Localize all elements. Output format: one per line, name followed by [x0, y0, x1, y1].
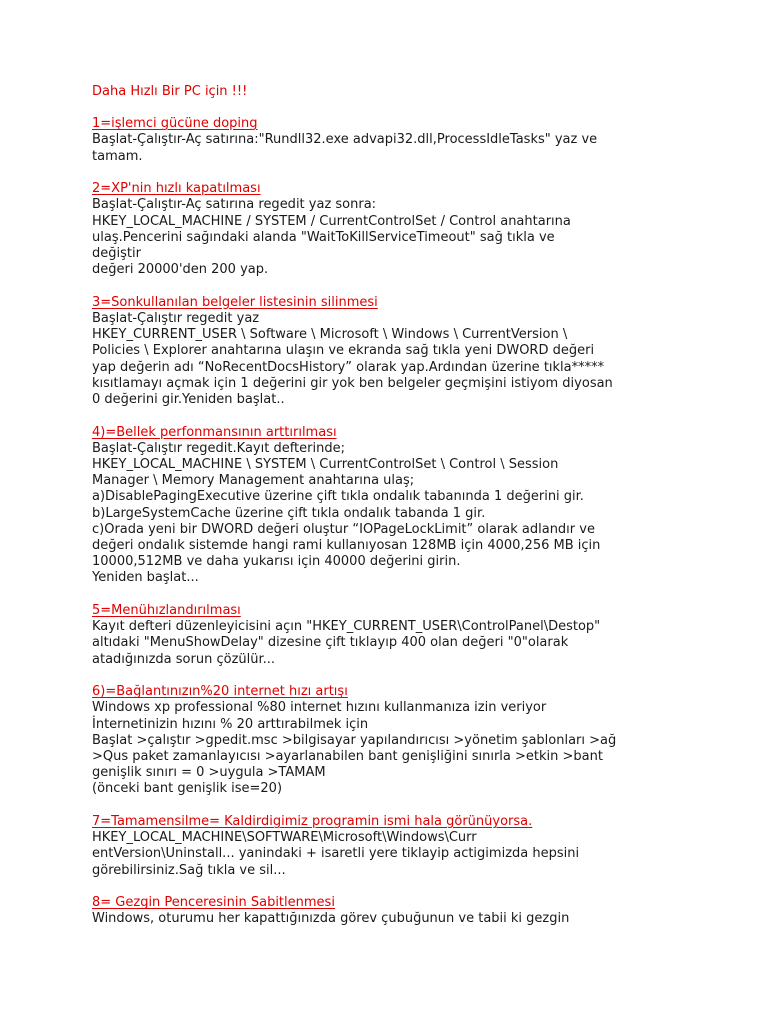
body-line: Policies \ Explorer anahtarına ulaşın ve ekranda sağ tıkla yeni DWORD değeri — [92, 343, 595, 359]
section-2 — [92, 181, 692, 278]
body-line: yap değerin adı “NoRecentDocsHistory” olarak yap.Ardından üzerine tıkla***** — [92, 359, 605, 375]
body-line: 10000,512MB ve daha yukarısı için 40000 değerini girin. — [92, 554, 461, 570]
body-line: Başlat-Çalıştır regedit yaz — [92, 311, 260, 327]
body-line: HKEY_LOCAL_MACHINE / SYSTEM / CurrentControlSet / Control anahtarına — [92, 213, 571, 229]
body-line: Kayıt defteri düzenleyicisini açın "HKEY_CURRENT_USER\ControlPanel\Destop" — [92, 619, 601, 635]
body-line: b)LargeSystemCache üzerine çift tıkla ondalık tabanda 1 gir. — [92, 505, 486, 521]
section-4 — [92, 425, 692, 587]
body-line: Windows xp professional %80 internet hızını kullanmanıza izin veriyor — [92, 700, 547, 716]
body-line: değiştir — [92, 246, 141, 262]
body-line: Yeniden başlat... — [92, 570, 199, 586]
body-line: c)Orada yeni bir DWORD değeri oluştur “IOPageLockLimit” olarak adlandır ve — [92, 521, 595, 537]
section-heading: 2=XP'nin hızlı kapatılması — [92, 181, 261, 197]
body-line: HKEY_LOCAL_MACHINE\SOFTWARE\Microsoft\Windows\Curr — [92, 830, 477, 846]
body-line: Başlat-Çalıştır-Aç satırına:"Rundll32.exe advapi32.dll,ProcessIdleTasks" yaz ve — [92, 132, 598, 148]
body-line: kısıtlamayı açmak için 1 değerini gir yok ben belgeler geçmişini istiyom diyosan — [92, 375, 613, 391]
section-1 — [92, 116, 692, 165]
section-heading: 3=Sonkullanılan belgeler listesinin silinmesi — [92, 294, 378, 310]
body-line: 0 değerini gir.Yeniden başlat.. — [92, 392, 285, 408]
section-5 — [92, 603, 692, 668]
body-line: görebilirsiniz.Sağ tıkla ve sil... — [92, 862, 286, 878]
sections-container — [92, 116, 692, 927]
body-line: Manager \ Memory Management anahtarına ulaş; — [92, 473, 415, 489]
section-heading: 5=Menühızlandırılması — [92, 603, 241, 619]
section-heading: 6)=Bağlantınızın%20 internet hızı artışı — [92, 684, 348, 700]
document-title: Daha Hızlı Bir PC için !!! — [92, 84, 248, 99]
body-line: Başlat-Çalıştır regedit.Kayıt defterinde; — [92, 440, 345, 456]
body-line: HKEY_LOCAL_MACHINE \ SYSTEM \ CurrentControlSet \ Control \ Session — [92, 457, 559, 473]
body-line: Başlat >çalıştır >gpedit.msc >bilgisayar yapılandırıcısı >yönetim şablonları >ağ — [92, 732, 617, 748]
body-line: değeri 20000'den 200 yap. — [92, 262, 269, 278]
body-line: Windows, oturumu her kapattığınızda görev çubuğunun ve tabii ki gezgin — [92, 911, 570, 927]
section-6 — [92, 684, 692, 797]
body-line: Başlat-Çalıştır-Aç satırına regedit yaz sonra: — [92, 197, 377, 213]
section-heading: 4)=Bellek perfonmansının arttırılması — [92, 424, 337, 440]
section-7 — [92, 814, 692, 879]
section-3 — [92, 295, 692, 408]
body-line: altıdaki "MenuShowDelay" dizesine çift tıklayıp 400 olan değeri "0"olarak — [92, 635, 569, 651]
section-heading: 1=işlemci gücüne doping — [92, 116, 258, 132]
body-line: a)DisablePagingExecutive üzerine çift tıkla ondalık tabanında 1 değerini gir. — [92, 489, 584, 505]
section-8 — [92, 895, 692, 927]
section-heading: 7=Tamamensilme= Kaldirdigimiz programin ismi hala görünüyorsa. — [92, 814, 533, 830]
body-line: >Qus paket zamanlayıcısı >ayarlanabilen bant genişliğini sınırla >etkin >bant — [92, 749, 603, 765]
body-line: tamam. — [92, 148, 143, 164]
body-line: İnternetinizin hızını % 20 arttırabilmek için — [92, 716, 369, 732]
body-line: genişlik sınırı = 0 >uygula >TAMAM — [92, 765, 326, 781]
body-line: (önceki bant genişlik ise=20) — [92, 781, 283, 797]
document-page — [92, 84, 692, 944]
section-heading: 8= Gezgin Penceresinin Sabitlenmesi — [92, 895, 335, 911]
body-line: ulaş.Pencerini sağındaki alanda "WaitToKillServiceTimeout" sağ tıkla ve — [92, 229, 555, 245]
body-line: HKEY_CURRENT_USER \ Software \ Microsoft \ Windows \ CurrentVersion \ — [92, 327, 568, 343]
body-line: atadığınızda sorun çözülür... — [92, 651, 276, 667]
body-line: entVersion\Uninstall... yanindaki + isaretli yere tiklayip actigimizda hepsini — [92, 846, 580, 862]
body-line: değeri ondalık sistemde hangi rami kullanıyosan 128MB için 4000,256 MB için — [92, 538, 601, 554]
